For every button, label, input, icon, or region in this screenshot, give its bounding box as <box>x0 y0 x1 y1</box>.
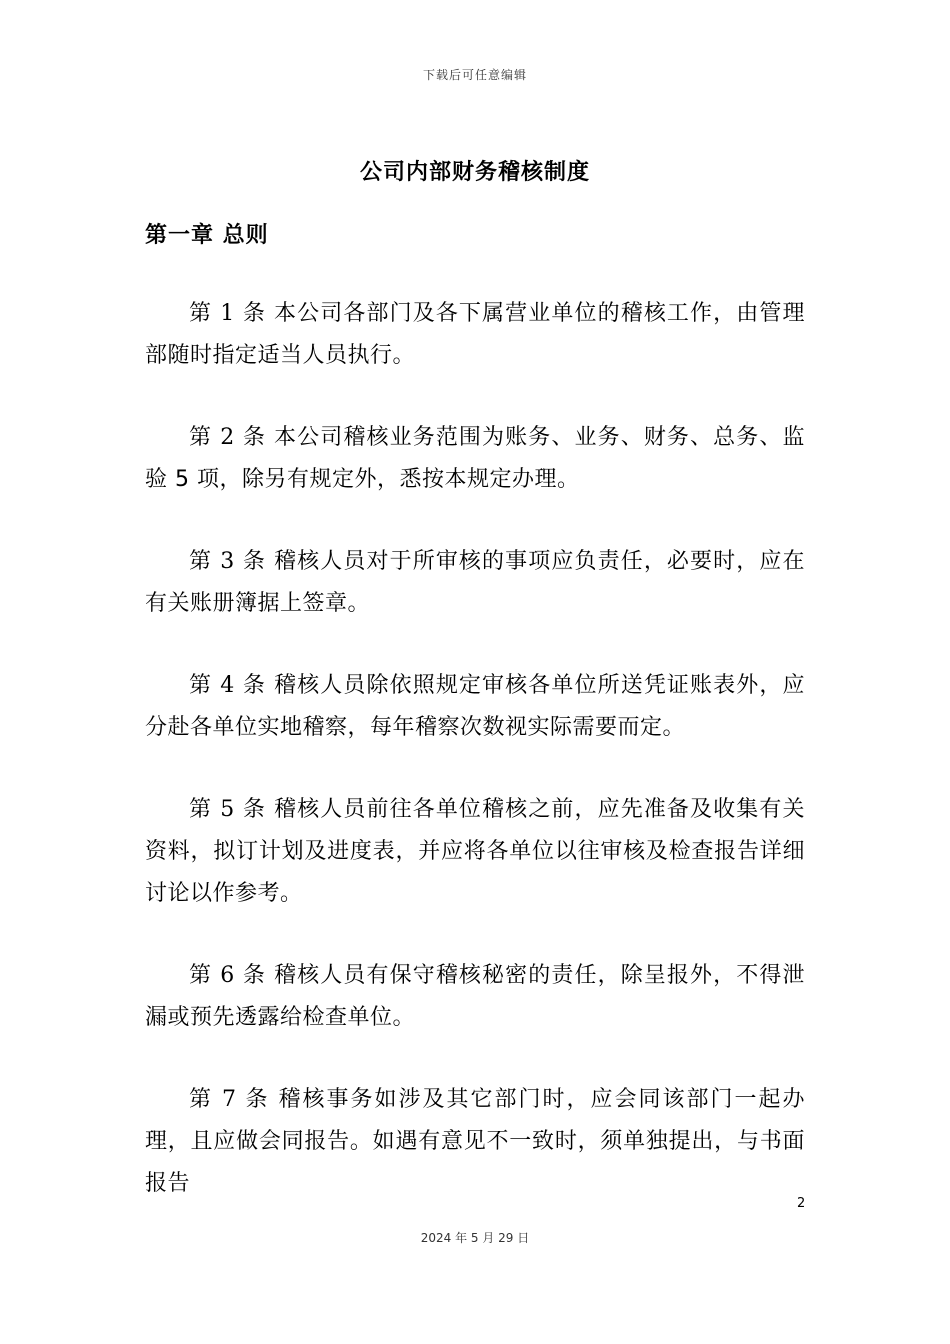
article-2 <box>145 417 805 501</box>
article-1 <box>145 293 805 377</box>
article-number: 第 6 条 <box>189 963 266 988</box>
document-title: 公司内部财务稽核制度 <box>359 160 590 185</box>
footer-date: 2024 年 5 月 29 日 <box>420 1231 530 1245</box>
article-text: 稽核人员对于所审核的事项应负责任，必要时，应在有关账册簿据上签章。 <box>145 549 805 616</box>
page-number: 2 <box>797 1196 806 1211</box>
article-5 <box>145 789 805 915</box>
article-3 <box>145 541 805 625</box>
article-7 <box>145 1079 805 1205</box>
article-number: 第 5 条 <box>189 797 266 822</box>
article-number: 第 7 条 <box>189 1087 270 1112</box>
article-6 <box>145 955 805 1039</box>
article-number: 第 2 条 <box>189 425 266 450</box>
article-number: 第 4 条 <box>189 673 266 698</box>
article-text: 本公司稽核业务范围为账务、业务、财务、总务、监验 5 项，除另有规定外，悉按本规定办理。 <box>145 425 805 492</box>
page-header-note: 下载后可任意编辑 <box>422 68 527 82</box>
chapter-heading: 第一章 总则 <box>145 223 269 248</box>
article-text: 稽核人员除依照规定审核各单位所送凭证账表外，应分赴各单位实地稽察，每年稽察次数视实际需要而定。 <box>145 673 805 740</box>
article-4 <box>145 665 805 749</box>
article-list <box>145 293 805 1245</box>
article-number: 第 1 条 <box>189 301 266 326</box>
article-number: 第 3 条 <box>189 549 266 574</box>
article-text: 稽核事务如涉及其它部门时，应会同该部门一起办理，且应做会同报告。如遇有意见不一致时，须单独提出，与书面报告 <box>145 1087 805 1196</box>
article-text: 稽核人员有保守稽核秘密的责任，除呈报外，不得泄漏或预先透露给检查单位。 <box>145 963 805 1030</box>
article-text: 本公司各部门及各下属营业单位的稽核工作，由管理部随时指定适当人员执行。 <box>145 301 805 368</box>
article-text: 稽核人员前往各单位稽核之前，应先准备及收集有关资料，拟订计划及进度表，并应将各单位以往审核及检查报告详细讨论以作参考。 <box>145 797 805 906</box>
